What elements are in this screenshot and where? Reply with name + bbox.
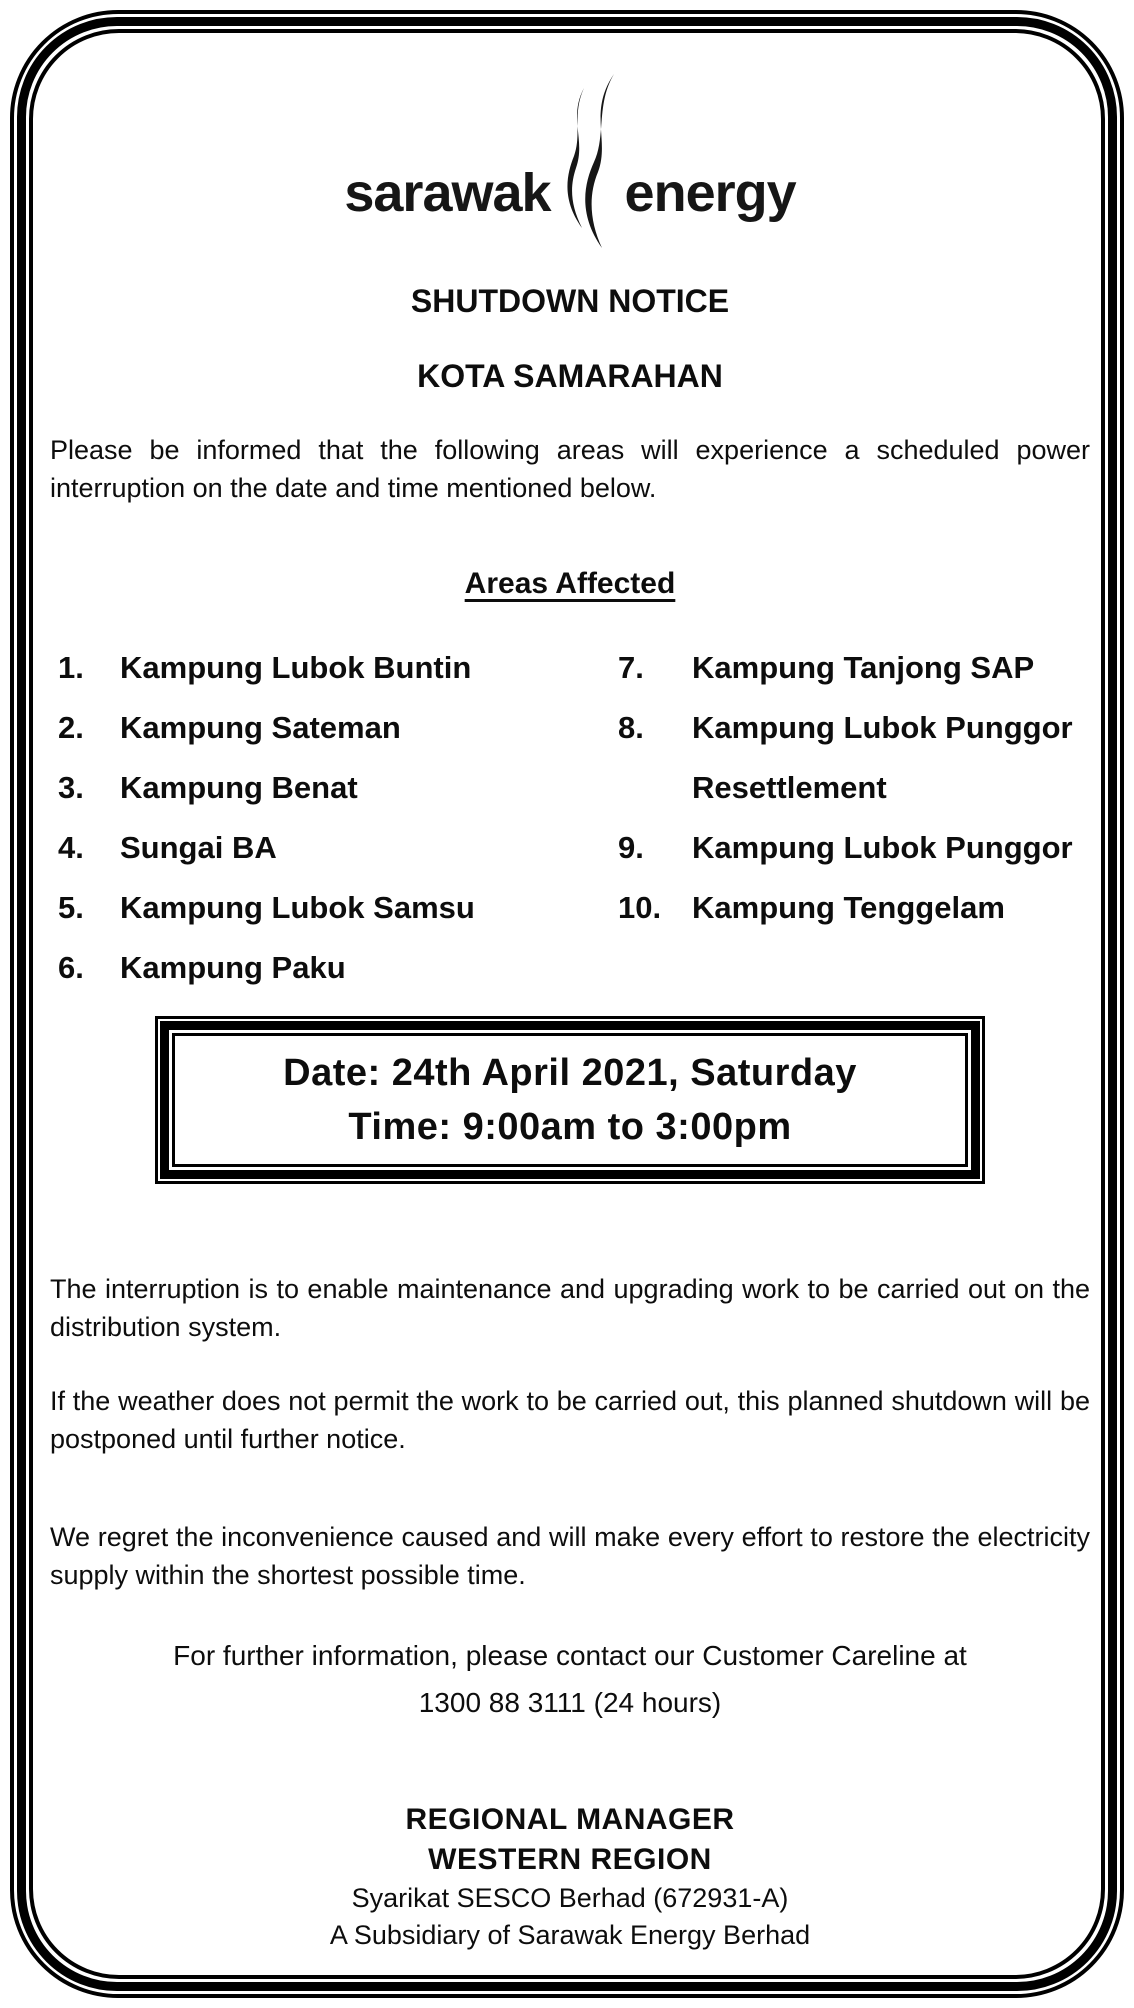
list-item-number: 10.	[618, 890, 662, 925]
notice-title: SHUTDOWN NOTICE	[410, 283, 730, 319]
logo-text-energy: energy	[624, 163, 796, 223]
apology-paragraph: We regret the inconvenience caused and will make every effort to restore the electricity supply within the shortest possible time.	[50, 1522, 1090, 1590]
list-item	[618, 878, 1090, 938]
list-item	[58, 938, 618, 998]
contact-info-line: For further information, please contact our Customer Careline at	[173, 1640, 967, 1671]
schedule-box	[155, 1016, 985, 1184]
schedule-date: Date: 24th April 2021, Saturday	[283, 1052, 857, 1094]
list-item-label: Kampung Lubok Punggor Resettlement	[692, 710, 1073, 805]
list-item-number: 1.	[58, 650, 84, 685]
list-item-label: Kampung Sateman	[120, 710, 401, 745]
list-item-label: Kampung Lubok Punggor	[692, 830, 1073, 865]
schedule-box-inner	[172, 1033, 968, 1167]
list-item	[58, 818, 618, 878]
list-item-number: 2.	[58, 710, 84, 745]
signature-subsidiary: A Subsidiary of Sarawak Energy Berhad	[329, 1920, 811, 1950]
list-item-number: 4.	[58, 830, 84, 865]
list-item-label: Kampung Tanjong SAP	[692, 650, 1035, 685]
areas-list	[50, 638, 1090, 998]
list-item-label: Kampung Paku	[120, 950, 346, 985]
areas-column-left	[50, 638, 618, 998]
list-item-label: Kampung Benat	[120, 770, 358, 805]
list-item	[618, 818, 1090, 878]
notice-content	[50, 60, 1090, 1954]
weather-paragraph: If the weather does not permit the work to be carried out, this planned shutdown will be postponed until further notice.	[50, 1386, 1090, 1454]
maintenance-paragraph: The interruption is to enable maintenance and upgrading work to be carried out on the distribution system.	[50, 1274, 1090, 1342]
schedule-box-middle-border	[160, 1021, 980, 1179]
list-item-number: 6.	[58, 950, 84, 985]
list-item-label: Kampung Lubok Samsu	[120, 890, 475, 925]
list-item	[58, 758, 618, 818]
list-item-number: 9.	[618, 830, 644, 865]
list-item	[58, 698, 618, 758]
signature-company: Syarikat SESCO Berhad (672931-A)	[351, 1883, 789, 1913]
areas-affected-heading	[50, 564, 1090, 604]
signature-block	[50, 1800, 1090, 1954]
areas-column-right	[618, 638, 1090, 998]
list-item	[58, 878, 618, 938]
notice-location: KOTA SAMARAHAN	[417, 358, 723, 394]
list-item-label: Sungai BA	[120, 830, 277, 865]
areas-affected-label: Areas Affected	[464, 567, 676, 600]
contact-phone: 1300 88 3111 (24 hours)	[418, 1687, 722, 1718]
list-item-label: Kampung Lubok Buntin	[120, 650, 472, 685]
list-item	[618, 638, 1090, 698]
list-item-number: 8.	[618, 710, 644, 745]
list-item-number: 5.	[58, 890, 84, 925]
list-item-number: 7.	[618, 650, 644, 685]
signature-region: WESTERN REGION	[428, 1843, 712, 1876]
logo-text-sarawak: sarawak	[344, 163, 551, 223]
list-item	[618, 698, 1090, 818]
contact-block	[50, 1632, 1090, 1726]
signature-role: REGIONAL MANAGER	[405, 1803, 735, 1836]
schedule-time: Time: 9:00am to 3:00pm	[348, 1106, 792, 1148]
sarawak-energy-logo	[50, 70, 1090, 223]
list-item	[58, 638, 618, 698]
intro-paragraph: Please be informed that the following areas will experience a scheduled power interruption on the date and time mentioned below.	[50, 435, 1090, 503]
flame-icon	[554, 74, 622, 250]
list-item-number: 3.	[58, 770, 84, 805]
list-item-label: Kampung Tenggelam	[692, 890, 1005, 925]
